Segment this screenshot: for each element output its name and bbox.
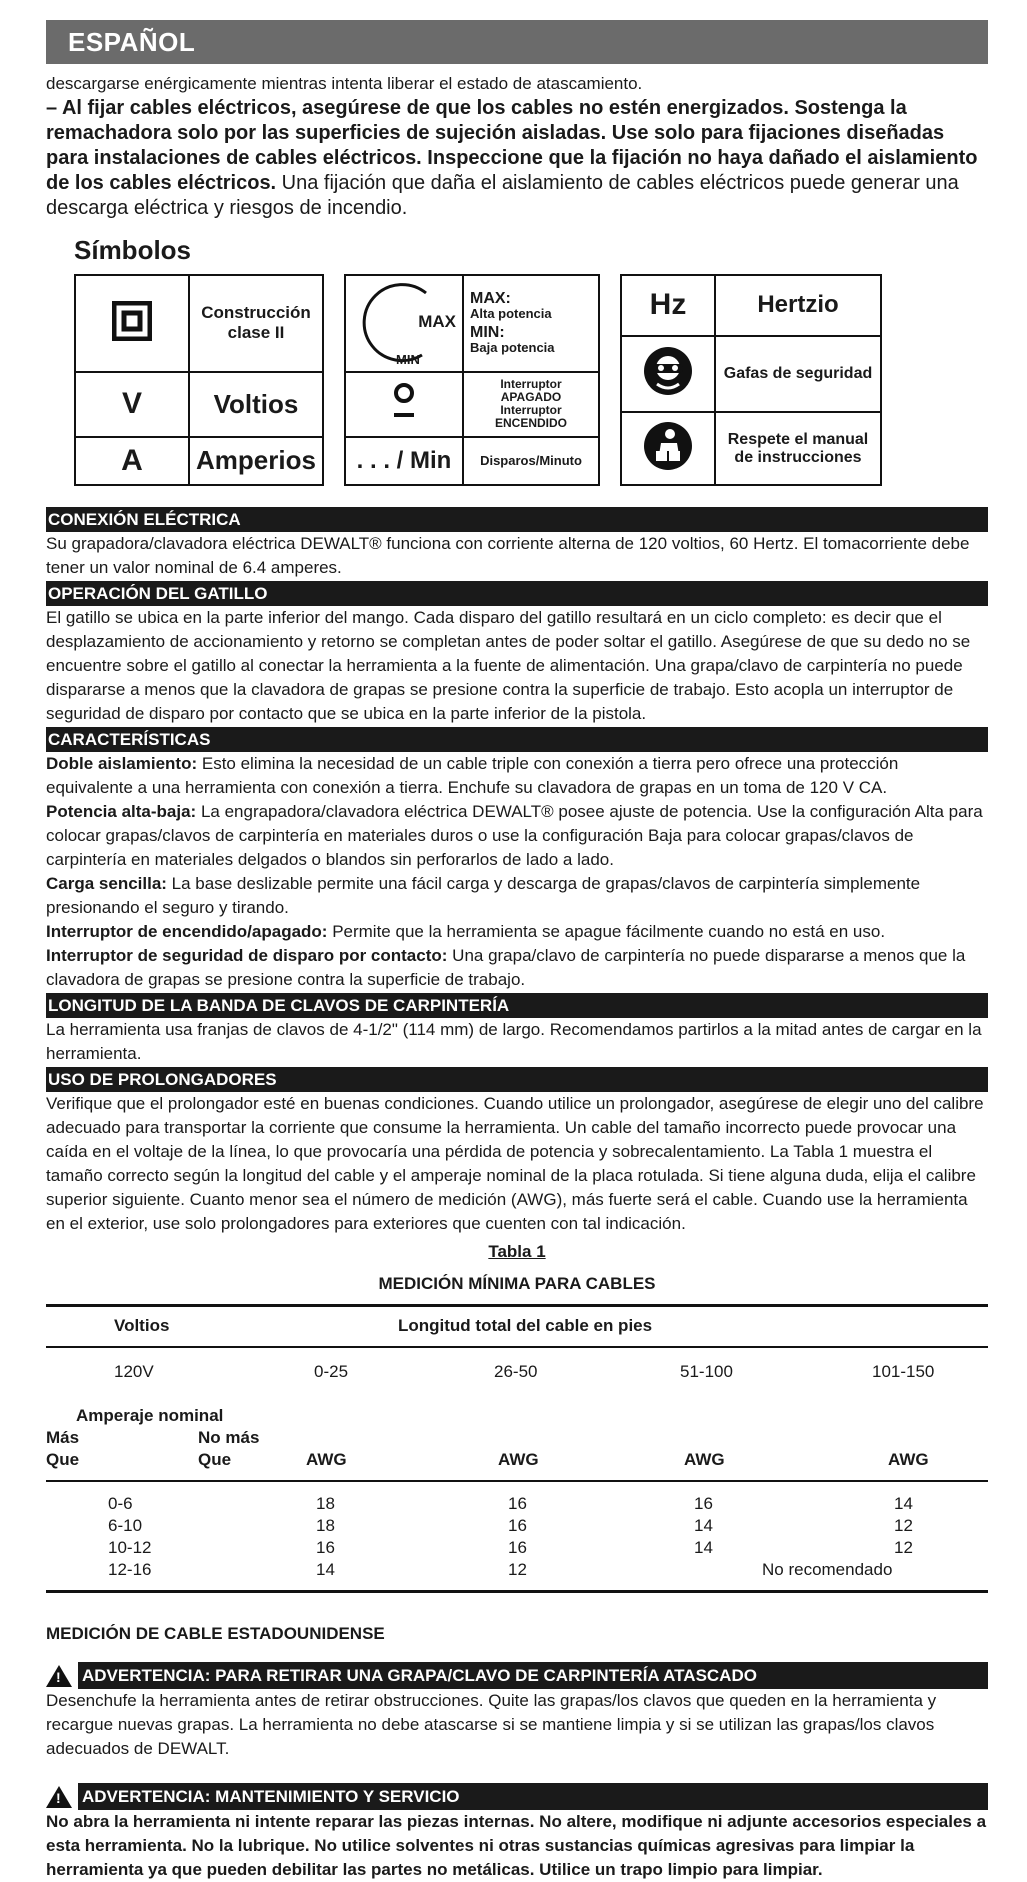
table-rule-top xyxy=(46,1304,988,1307)
switch-off-line1: Interruptor xyxy=(500,377,562,392)
length-range: 51-100 xyxy=(680,1362,733,1381)
feature-term: Potencia alta-baja: xyxy=(46,802,197,821)
warning-mantenimiento xyxy=(46,1783,988,1810)
safety-goggles-icon xyxy=(621,336,715,413)
awg-header: AWG xyxy=(306,1450,347,1469)
feature-term: Carga sencilla: xyxy=(46,874,167,893)
length-range: 101-150 xyxy=(872,1362,935,1381)
symbols-title: Símbolos xyxy=(74,235,192,265)
warning-atascado-text: Desenchufe la herramienta antes de retirar obstrucciones. Quite las grapas/los clavos que queden en la herramienta y recargue nuevas grapas. La herramienta no debe atascarse si se mantiene limpia y si se utilizan las grapas/los clavos adecuados de DEWALT. xyxy=(46,1691,937,1758)
volts-value: 120V xyxy=(114,1362,154,1381)
table-rule-bottom xyxy=(46,1590,988,1593)
length-range: 26-50 xyxy=(494,1362,538,1381)
switch-labels xyxy=(463,372,599,437)
warning-triangle-icon: ! xyxy=(46,1786,72,1808)
que-label-2: Que xyxy=(198,1450,232,1469)
switch-on-line1: Interruptor xyxy=(500,403,562,418)
awg-value: 14 xyxy=(316,1560,335,1579)
intro-warning-paragraph xyxy=(46,96,988,221)
col-volts-header: Voltios xyxy=(114,1316,170,1335)
awg-value: 16 xyxy=(508,1538,527,1557)
dial-min-label: MIN xyxy=(396,351,420,367)
section-gatillo-text: El gatillo se ubica en la parte inferior del mango. Cada disparo del gatillo resultará en un ciclo completo: es decir que el desplazamiento de accionamiento y retorno se completan antes de poder soltar el gatillo. Asegúrese de que su dedo no se encuentre sobre el gatillo al conectar la herramienta a la fuente de alimentación. Una grapa/clavo de carpintería no puede dispararse a menos que la clavadora de grapas se presione contra la superficie de trabajo. Esto acopla un interruptor de seguridad de disparo por contacto que se ubica en la parte inferior de la pistola. xyxy=(46,608,971,723)
safety-goggles-label: Gafas de seguridad xyxy=(715,336,881,413)
warning-atascado xyxy=(46,1662,988,1689)
language-header: ESPAÑOL xyxy=(46,20,988,64)
awg-value: 14 xyxy=(694,1538,713,1557)
amp-range: 6-10 xyxy=(108,1516,143,1535)
rate-symbol: . . . / Min xyxy=(345,437,463,485)
awg-value: 16 xyxy=(508,1494,527,1513)
read-manual-icon xyxy=(621,412,715,485)
awg-value: 16 xyxy=(316,1538,335,1557)
symbols-box-safety xyxy=(620,274,882,486)
amps-symbol: A xyxy=(75,437,189,485)
feature-term: Interruptor de encendido/apagado: xyxy=(46,922,328,941)
switch-off-line2: APAGADO xyxy=(500,390,562,405)
section-longitud-text: La herramienta usa franjas de clavos de 4-1/2" (114 mm) de largo. Recomendamos partirlos a la mitad antes de cargar en la herramienta. xyxy=(46,1020,982,1063)
feature-text: Permite que la herramienta se apague fácilmente cuando no está en uso. xyxy=(327,922,886,941)
symbols-box-power xyxy=(344,274,600,486)
manual-page xyxy=(46,20,988,1882)
amps-label: Amperios xyxy=(189,437,323,485)
warning-mantenimiento-title: ADVERTENCIA: MANTENIMIENTO Y SERVICIO xyxy=(78,1783,988,1810)
min-title: MIN: xyxy=(470,324,505,342)
table-rule-header xyxy=(46,1346,988,1348)
warning-triangle-icon: ! xyxy=(46,1665,72,1687)
awg-value: 12 xyxy=(508,1560,527,1579)
feature-text: La engrapadora/clavadora eléctrica DEWALT® posee ajuste de potencia. Use la configuración Alta para colocar grapas/clavos de carpintería en materiales duros o use la configuración Baja para colocar grapas/clavos de carpintería en materiales delgados o blandos sin perforarlos de lado a lado. xyxy=(46,802,983,869)
feature-text: Esto elimina la necesidad de un cable triple con conexión a tierra pero ofrece una protección equivalente a una herramienta con conexión a tierra. Enchufe su clavadora de grapas en un toma de 120 V CA. xyxy=(46,754,899,797)
awg-header: AWG xyxy=(498,1450,539,1469)
awg-value: 18 xyxy=(316,1494,335,1513)
feature-text: La base deslizable permite una fácil carga y descarga de grapas/clavos de carpintería simplemente presionando el seguro y tirando. xyxy=(46,874,921,917)
section-conexion-text: Su grapadora/clavadora eléctrica DEWALT® funciona con corriente alterna de 120 voltios, 60 Hertz. El tomacorriente debe tener un valor nominal de 6.4 amperes. xyxy=(46,534,970,577)
feature-item xyxy=(46,920,988,944)
cable-gauge-table xyxy=(46,1304,988,1622)
length-range: 0-25 xyxy=(314,1362,349,1381)
awg-value: 18 xyxy=(316,1516,335,1535)
amp-range: 12-16 xyxy=(108,1560,152,1579)
awg-value: 12 xyxy=(894,1538,913,1557)
section-caracteristicas-title: CARACTERÍSTICAS xyxy=(46,727,988,752)
symbols-box-electrical xyxy=(74,274,324,486)
section-gatillo-title: OPERACIÓN DEL GATILLO xyxy=(46,581,988,606)
intro-line: descargarse enérgicamente mientras intenta liberar el estado de atascamiento. xyxy=(46,74,643,93)
feature-item xyxy=(46,800,988,872)
feature-text: Una grapa/clavo de carpintería no puede dispararse a menos que la clavadora de grapas se presione contra la superficie de trabajo. xyxy=(46,946,966,989)
awg-value: 16 xyxy=(694,1494,713,1513)
feature-term: Interruptor de seguridad de disparo por contacto: xyxy=(46,946,448,965)
volts-symbol: V xyxy=(75,372,189,437)
not-recommended: No recomendado xyxy=(762,1560,893,1579)
warning-mantenimiento-text: No abra la herramienta ni intente reparar las piezas internas. No altere, modifique ni adjunte accesorios especiales a esta herramienta. No la lubrique. No utilice solventes ni otras sustancias químicas agresivas para limpiar la herramienta ya que pueden debilitar las partes no metálicas. Utilice un trapo limpio para limpiar. xyxy=(46,1812,987,1879)
section-conexion-title: CONEXIÓN ELÉCTRICA xyxy=(46,507,988,532)
warning-atascado-title: ADVERTENCIA: PARA RETIRAR UNA GRAPA/CLAVO DE CARPINTERÍA ATASCADO xyxy=(78,1662,988,1689)
max-desc: Alta potencia xyxy=(470,306,552,322)
hertz-label: Hertzio xyxy=(715,275,881,336)
intro-warning-bold: – Al fijar cables eléctricos, asegúrese de que los cables no estén energizados. Sostenga la remachadora solo por las superficies de sujeción aisladas. Use solo para fijaciones diseñadas para instalaciones de cables eléctricos. Inspeccione que la fijación no haya dañado el aislamiento de los cables eléctricos. xyxy=(46,97,978,194)
awg-header: AWG xyxy=(888,1450,929,1469)
volts-label: Voltios xyxy=(189,372,323,437)
awg-header: AWG xyxy=(684,1450,725,1469)
power-levels xyxy=(463,275,599,372)
feature-item xyxy=(46,944,988,992)
feature-term: Doble aislamiento: xyxy=(46,754,198,773)
awg-value: 12 xyxy=(894,1516,913,1535)
rate-label: Disparos/Minuto xyxy=(463,437,599,485)
power-dial-icon xyxy=(345,275,463,372)
table-footer: MEDICIÓN DE CABLE ESTADOUNIDENSE xyxy=(46,1624,385,1643)
feature-item xyxy=(46,872,988,920)
amp-range: 10-12 xyxy=(108,1538,152,1557)
que-label-1: Que xyxy=(46,1450,80,1469)
awg-value: 14 xyxy=(894,1494,913,1513)
table-title: Tabla 1 xyxy=(488,1242,546,1261)
amp-range: 0-6 xyxy=(108,1494,133,1513)
awg-value: 16 xyxy=(508,1516,527,1535)
table-rule-mid xyxy=(46,1480,988,1482)
intro-warning-normal: Una fijación que daña el aislamiento de cables eléctricos puede generar una descarga eléctrica y riesgos de incendio. xyxy=(46,172,959,219)
section-longitud-title: LONGITUD DE LA BANDA DE CLAVOS DE CARPINTERÍA xyxy=(46,993,988,1018)
table-subtitle: MEDICIÓN MÍNIMA PARA CABLES xyxy=(378,1274,656,1293)
dial-max-label: MAX xyxy=(418,312,456,331)
symbols-row xyxy=(74,274,988,486)
min-desc: Baja potencia xyxy=(470,340,555,356)
section-prolongadores-text: Verifique que el prolongador esté en buenas condiciones. Cuando utilice un prolongador, asegúrese de elegir uno del calibre adecuado para transportar la corriente que consume la herramienta. Un cable del tamaño incorrecto puede provocar una caída en el voltaje de la línea, lo que provocaría una pérdida de potencia y sobrecalentamiento. La Tabla 1 muestra el tamaño correcto según la longitud del cable y el amperaje nominal de la placa rotulada. Si tiene alguna duda, elija el calibre superior siguiente. Cuanto menor sea el número de medición (AWG), más fuerte será el cable. Cuando use la herramienta en el exterior, use solo prolongadores para exteriores que cuenten con tal indicación. xyxy=(46,1094,984,1233)
read-manual-label: Respete el manual de instrucciones xyxy=(715,412,881,485)
amp-header: Amperaje nominal xyxy=(76,1406,224,1425)
class-ii-label: Construcción clase II xyxy=(189,275,323,372)
nomas-label: No más xyxy=(198,1428,260,1447)
awg-value: 14 xyxy=(694,1516,713,1535)
mas-label: Más xyxy=(46,1428,80,1447)
max-title: MAX: xyxy=(470,290,511,308)
class-ii-icon xyxy=(75,275,189,372)
switch-on-line2: ENCENDIDO xyxy=(494,416,567,431)
hertz-symbol: Hz xyxy=(621,275,715,336)
on-off-icon xyxy=(345,372,463,437)
section-prolongadores-title: USO DE PROLONGADORES xyxy=(46,1067,988,1092)
feature-item xyxy=(46,752,988,800)
col-length-header: Longitud total del cable en pies xyxy=(398,1316,653,1335)
